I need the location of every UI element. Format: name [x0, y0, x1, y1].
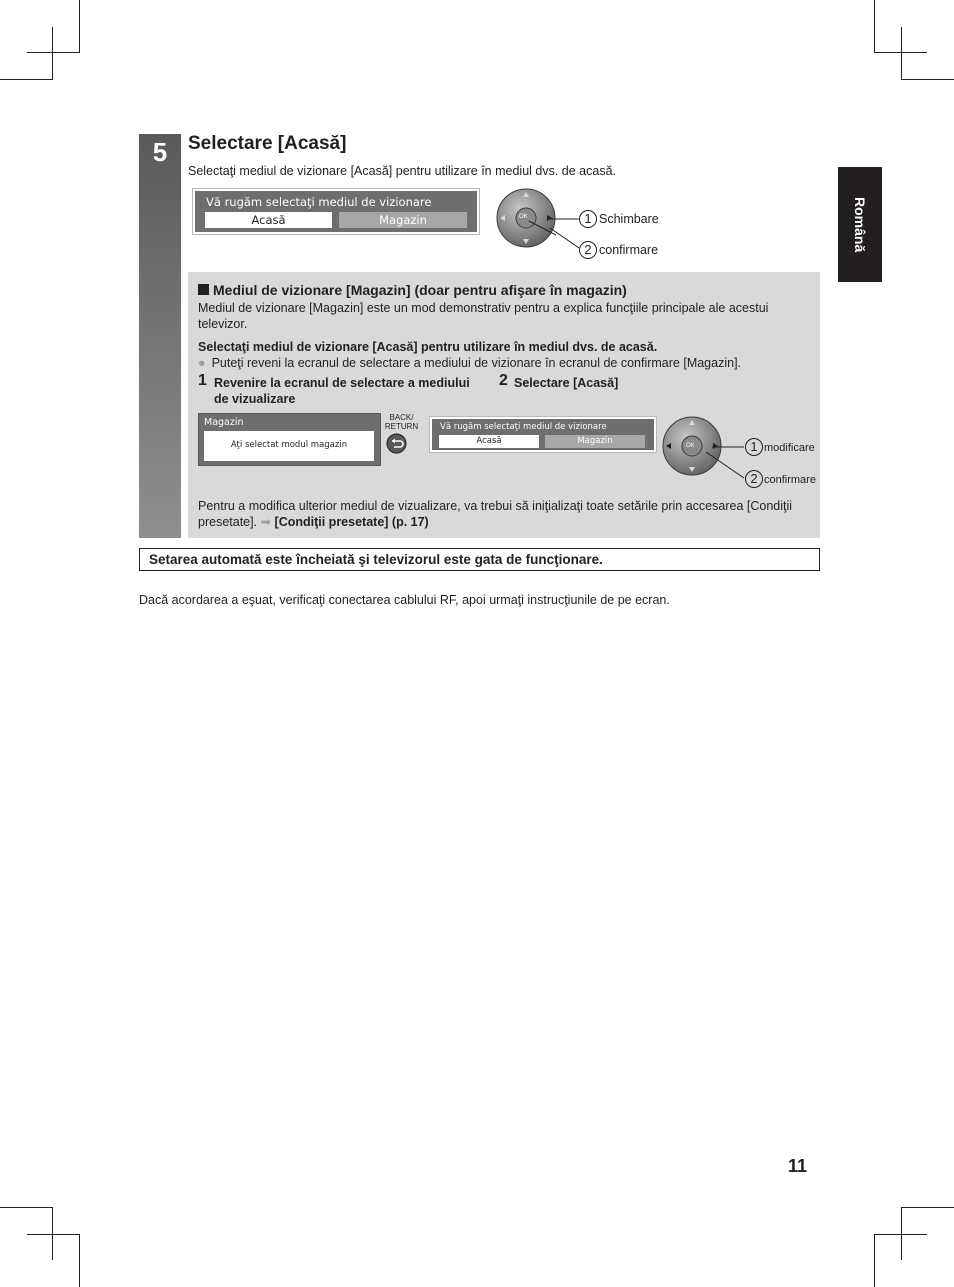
language-tab-label: Română: [852, 196, 868, 253]
crop-mark: [52, 1207, 53, 1260]
option-shop-2[interactable]: Magazin: [545, 435, 645, 448]
callout-lines-2: [700, 436, 750, 486]
panel-footer: Pentru a modifica ulterior mediul de vizualizare, va trebui să iniţializaţi toate setările prin accesarea [Condiţii presetate]. ➡ [Condiţii presetate] (p. 17): [198, 499, 793, 529]
shop-mode-box-message: Aţi selectat modul magazin: [230, 440, 348, 450]
crop-mark: [901, 1207, 902, 1260]
back-return-icon[interactable]: [386, 433, 407, 454]
crop-mark: [874, 0, 875, 53]
panel-step2-number: 2: [499, 372, 508, 389]
callout-2-1: 1 modificare: [745, 438, 815, 456]
environment-menu-2-title: Vă rugăm selectaţi mediul de vizionare: [440, 422, 607, 432]
back-return-label: BACK/ RETURN: [384, 413, 419, 431]
environment-menu-2: [429, 416, 657, 453]
option-home[interactable]: Acasă: [205, 212, 332, 228]
ok-button-label-2: OK: [686, 443, 695, 449]
panel-step1-number: 1: [198, 372, 207, 389]
tuning-failed-note: Dacă acordarea a eşuat, verificaţi conectarea cablului RF, apoi urmaţi instrucţiunile de pe ecran.: [139, 593, 670, 607]
panel-description: Mediul de vizionare [Magazin] este un mod demonstrativ pentru a explica funcţiile principale ale acestui televizor.: [198, 301, 769, 331]
shop-mode-box: [198, 413, 381, 466]
crop-mark: [52, 27, 53, 80]
panel-step1-text: Revenire la ecranul de selectare a mediului de vizualizare: [214, 376, 470, 406]
step-bar: [139, 134, 181, 538]
step-intro: Selectaţi mediul de vizionare [Acasă] pentru utilizare în mediul dvs. de acasă.: [188, 164, 617, 178]
option-home-2[interactable]: Acasă: [439, 435, 539, 448]
callout-2: 2 confirmare: [579, 241, 658, 259]
environment-menu-title: Vă rugăm selectaţi mediul de vizionare: [206, 195, 432, 209]
crop-mark: [79, 0, 80, 53]
page-number: 11: [788, 1156, 808, 1176]
crop-mark: [901, 1207, 954, 1208]
presets-reference-link[interactable]: [Condiţii presetate] (p. 17): [274, 515, 429, 529]
crop-mark: [874, 1234, 875, 1287]
result-text: Setarea automată este încheiată şi televizorul este gata de funcţionare.: [149, 552, 603, 567]
step-number: 5: [152, 137, 168, 167]
ok-button-label: OK: [519, 214, 528, 220]
panel-bullet: ● Puteţi reveni la ecranul de selectare a mediului de vizionare în ecranul de confirmare [Magazin].: [198, 356, 742, 370]
callout-2-2: 2 confirmare: [745, 470, 816, 488]
crop-mark: [0, 1207, 53, 1208]
panel-heading: Mediul de vizionare [Magazin] (doar pentru afişare în magazin): [198, 282, 627, 298]
option-shop[interactable]: Magazin: [339, 212, 467, 228]
crop-mark: [901, 27, 902, 80]
panel-step2-text: Selectare [Acasă]: [514, 376, 619, 390]
shop-mode-box-title: Magazin: [204, 417, 244, 428]
environment-menu: [192, 188, 480, 235]
step-title: Selectare [Acasă]: [188, 133, 347, 154]
panel-bold-line: Selectaţi mediul de vizionare [Acasă] pentru utilizare în mediul dvs. de acasă.: [198, 340, 658, 354]
callout-1: 1 Schimbare: [579, 210, 659, 228]
crop-mark: [27, 1234, 80, 1235]
crop-mark: [901, 79, 954, 80]
crop-mark: [79, 1234, 80, 1287]
crop-mark: [27, 52, 80, 53]
crop-mark: [0, 79, 53, 80]
result-box: [139, 548, 820, 571]
